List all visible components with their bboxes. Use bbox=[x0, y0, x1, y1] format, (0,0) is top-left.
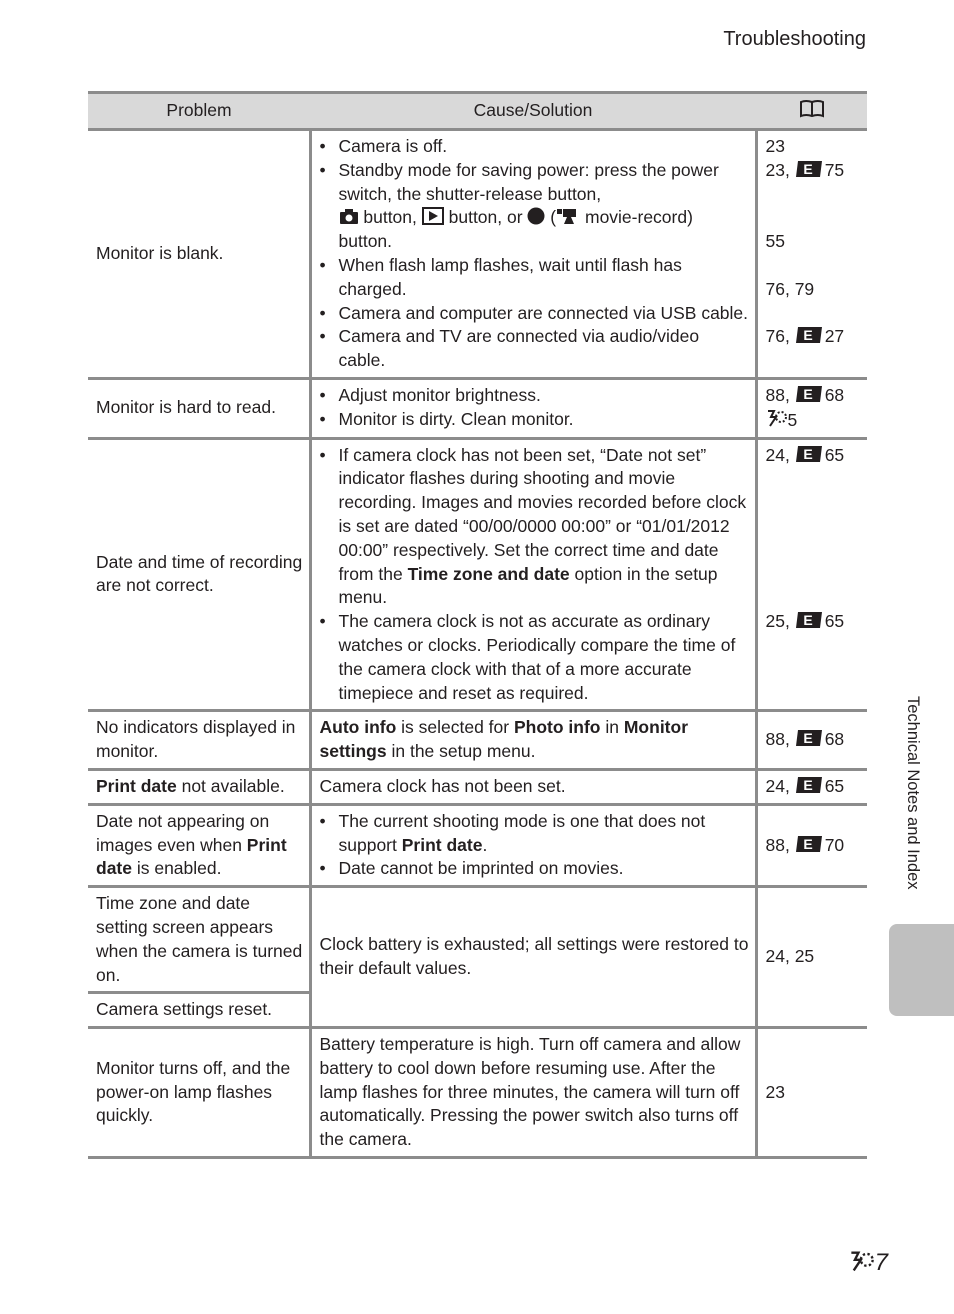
table-row bbox=[88, 1028, 867, 1158]
list-item: • If camera clock has not been set, “Date not set” indicator flashes during shooting and movie recording. Images and movies recorded before clock is set are dated “00/00/0000 00:00” or “01/01/2012 00:00” respectively. Set the correct time and date from the Time zone and date option in the setup menu. bbox=[319, 444, 747, 608]
solution-cell: Auto info is selected for Photo info in Monitor settings in the setup menu. bbox=[310, 711, 756, 770]
technical-notes-icon bbox=[766, 408, 788, 428]
record-icon bbox=[527, 207, 545, 225]
svg-text:E: E bbox=[803, 385, 813, 402]
reference-section-icon bbox=[795, 160, 825, 178]
problem-cell: No indicators displayed in monitor. bbox=[88, 711, 310, 770]
svg-text:E: E bbox=[803, 445, 813, 462]
side-tab-label: Technical Notes and Index bbox=[904, 696, 922, 890]
svg-text:E: E bbox=[803, 160, 813, 177]
list-item: • Camera and TV are connected via audio/video cable. bbox=[319, 326, 700, 371]
movie-camera-icon bbox=[556, 207, 580, 225]
page-number: 7 bbox=[849, 1249, 888, 1277]
table-header-row bbox=[88, 93, 867, 130]
solution-cell: Camera clock has not been set. bbox=[310, 769, 756, 804]
table-row bbox=[88, 804, 867, 886]
page-ref-cell: 23 bbox=[756, 1028, 867, 1158]
svg-text:E: E bbox=[803, 776, 813, 793]
problem-cell: Time zone and date setting screen appears when the camera is turned on. bbox=[88, 887, 310, 993]
page-ref-cell: 88, E 68 bbox=[756, 711, 867, 770]
reference-section-icon bbox=[795, 326, 825, 344]
column-header-cause: Cause/Solution bbox=[310, 93, 756, 130]
solution-cell bbox=[310, 804, 756, 886]
page-ref-cell: 23 23, E 75 55 76, 79 76, E 27 bbox=[756, 130, 867, 379]
list-item: • Date cannot be imprinted on movies. bbox=[319, 858, 624, 879]
svg-text:E: E bbox=[803, 835, 813, 852]
table-row bbox=[88, 130, 867, 379]
table-row bbox=[88, 711, 867, 770]
page-ref-cell: 24, E 65 bbox=[756, 769, 867, 804]
problem-cell: Monitor is blank. bbox=[88, 130, 310, 379]
list-item: • When flash lamp flashes, wait until flash has charged. bbox=[319, 254, 682, 299]
list-item: • Standby mode for saving power: press the power switch, the shutter-release button, button, button, or ( movie-record) button. bbox=[319, 159, 719, 252]
table-row bbox=[88, 769, 867, 804]
list-item: • Adjust monitor brightness. bbox=[319, 385, 541, 406]
playback-icon bbox=[422, 207, 444, 225]
reference-section-icon bbox=[795, 385, 825, 403]
svg-text:E: E bbox=[803, 612, 813, 629]
solution-cell bbox=[310, 438, 756, 711]
solution-cell: Battery temperature is high. Turn off camera and allow battery to cool down before resuming use. After the lamp flashes for three minutes, the camera will turn off automatically. Pressing the power switch also turns off the camera. bbox=[310, 1028, 756, 1158]
problem-cell: Date not appearing on images even when Print date is enabled. bbox=[88, 804, 310, 886]
technical-notes-icon bbox=[849, 1249, 875, 1273]
problem-cell: Monitor turns off, and the power-on lamp flashes quickly. bbox=[88, 1028, 310, 1158]
reference-section-icon bbox=[795, 835, 825, 853]
section-thumb-tab[interactable] bbox=[889, 924, 954, 1016]
svg-text:E: E bbox=[803, 327, 813, 344]
table-row bbox=[88, 438, 867, 711]
problem-cell: Camera settings reset. bbox=[88, 993, 310, 1028]
svg-text:E: E bbox=[803, 730, 813, 747]
solution-cell bbox=[310, 130, 756, 379]
list-item: • Camera and computer are connected via USB cable. bbox=[319, 302, 749, 323]
list-item: • Monitor is dirty. Clean monitor. bbox=[319, 409, 574, 430]
column-header-problem: Problem bbox=[88, 93, 310, 130]
solution-cell bbox=[310, 378, 756, 438]
table-row bbox=[88, 887, 867, 993]
reference-section-icon bbox=[795, 729, 825, 747]
reference-section-icon bbox=[795, 611, 825, 629]
problem-cell: Date and time of recording are not correct. bbox=[88, 438, 310, 711]
problem-cell: Monitor is hard to read. bbox=[88, 378, 310, 438]
page-ref-cell: 88, E 68 5 bbox=[756, 378, 867, 438]
solution-cell: Clock battery is exhausted; all settings were restored to their default values. bbox=[310, 887, 756, 1028]
list-item: • Camera is off. bbox=[319, 136, 448, 156]
section-title: Troubleshooting bbox=[723, 28, 866, 50]
page-ref-cell: 24, 25 bbox=[756, 887, 867, 1028]
book-icon bbox=[799, 99, 825, 119]
table-row bbox=[88, 378, 867, 438]
reference-section-icon bbox=[795, 776, 825, 794]
list-item: • The camera clock is not as accurate as ordinary watches or clocks. Periodically compare the time of the camera clock with that of a more accurate timepiece and reset as required. bbox=[319, 611, 736, 703]
reference-section-icon bbox=[795, 445, 825, 463]
list-item: • The current shooting mode is one that does not support Print date. bbox=[319, 810, 706, 855]
column-header-page bbox=[756, 93, 867, 130]
page-ref-cell: 88, E 70 bbox=[756, 804, 867, 886]
troubleshooting-table bbox=[88, 91, 867, 1159]
problem-cell: Print date not available. bbox=[88, 769, 310, 804]
page-ref-cell: 24, E 65 25, E 65 bbox=[756, 438, 867, 711]
camera-icon bbox=[339, 208, 359, 225]
